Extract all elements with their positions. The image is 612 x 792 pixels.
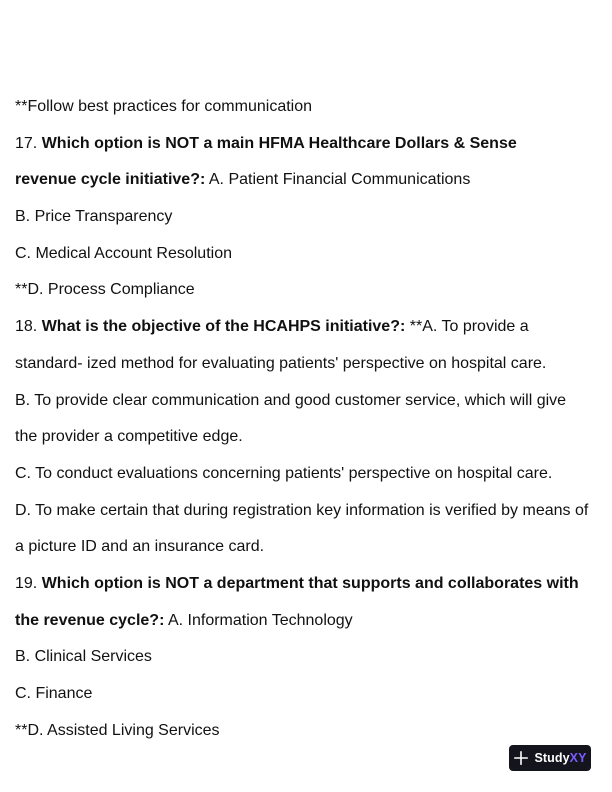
question-number: 19. bbox=[15, 574, 38, 592]
plus-sparkle-icon bbox=[513, 750, 529, 766]
answer-option: **A. To provide a bbox=[409, 318, 529, 336]
document-body bbox=[15, 89, 597, 749]
question-19-line-2 bbox=[15, 603, 597, 640]
question-text: What is the objective of the HCAHPS initiative?: bbox=[41, 318, 406, 336]
question-text: Which option is NOT a department that supports and collaborates with bbox=[41, 574, 579, 592]
question-17-line-1 bbox=[15, 126, 597, 163]
question-number: 18. bbox=[15, 318, 38, 336]
answer-option: **D. Assisted Living Services bbox=[15, 721, 220, 739]
answer-option: C. Medical Account Resolution bbox=[15, 244, 232, 262]
answer-continuation: standard- ized method for evaluating patients' perspective on hospital care. bbox=[15, 354, 547, 372]
answer-continuation: the provider a competitive edge. bbox=[15, 428, 243, 446]
badge-label: StudyXY bbox=[534, 751, 587, 765]
studyxy-badge[interactable] bbox=[509, 745, 591, 771]
doc-line-1: **Follow best practices for communication bbox=[15, 98, 313, 115]
question-17-line-2 bbox=[15, 162, 597, 199]
answer-option: B. Clinical Services bbox=[15, 648, 152, 666]
answer-option: D. To make certain that during registration key information is verified by means of bbox=[15, 501, 589, 519]
answer-option: **D. Process Compliance bbox=[15, 281, 195, 299]
answer-option: A. Patient Financial Communications bbox=[208, 171, 471, 189]
answer-option: A. Information Technology bbox=[167, 611, 353, 629]
question-number: 17. bbox=[15, 134, 38, 152]
badge-accent-text: XY bbox=[569, 751, 587, 765]
answer-option: C. To conduct evaluations concerning patients' perspective on hospital care. bbox=[15, 464, 553, 482]
question-text: Which option is NOT a main HFMA Healthcare Dollars & Sense bbox=[41, 134, 517, 152]
answer-option: C. Finance bbox=[15, 685, 93, 702]
question-18-line-1 bbox=[15, 309, 597, 346]
question-text: the revenue cycle?: bbox=[15, 611, 165, 629]
question-text: revenue cycle initiative?: bbox=[15, 171, 206, 189]
answer-option: B. Price Transparency bbox=[15, 208, 173, 226]
answer-option: B. To provide clear communication and good customer service, which will give bbox=[15, 391, 567, 409]
question-19-line-1 bbox=[15, 566, 597, 603]
answer-continuation: a picture ID and an insurance card. bbox=[15, 538, 265, 556]
